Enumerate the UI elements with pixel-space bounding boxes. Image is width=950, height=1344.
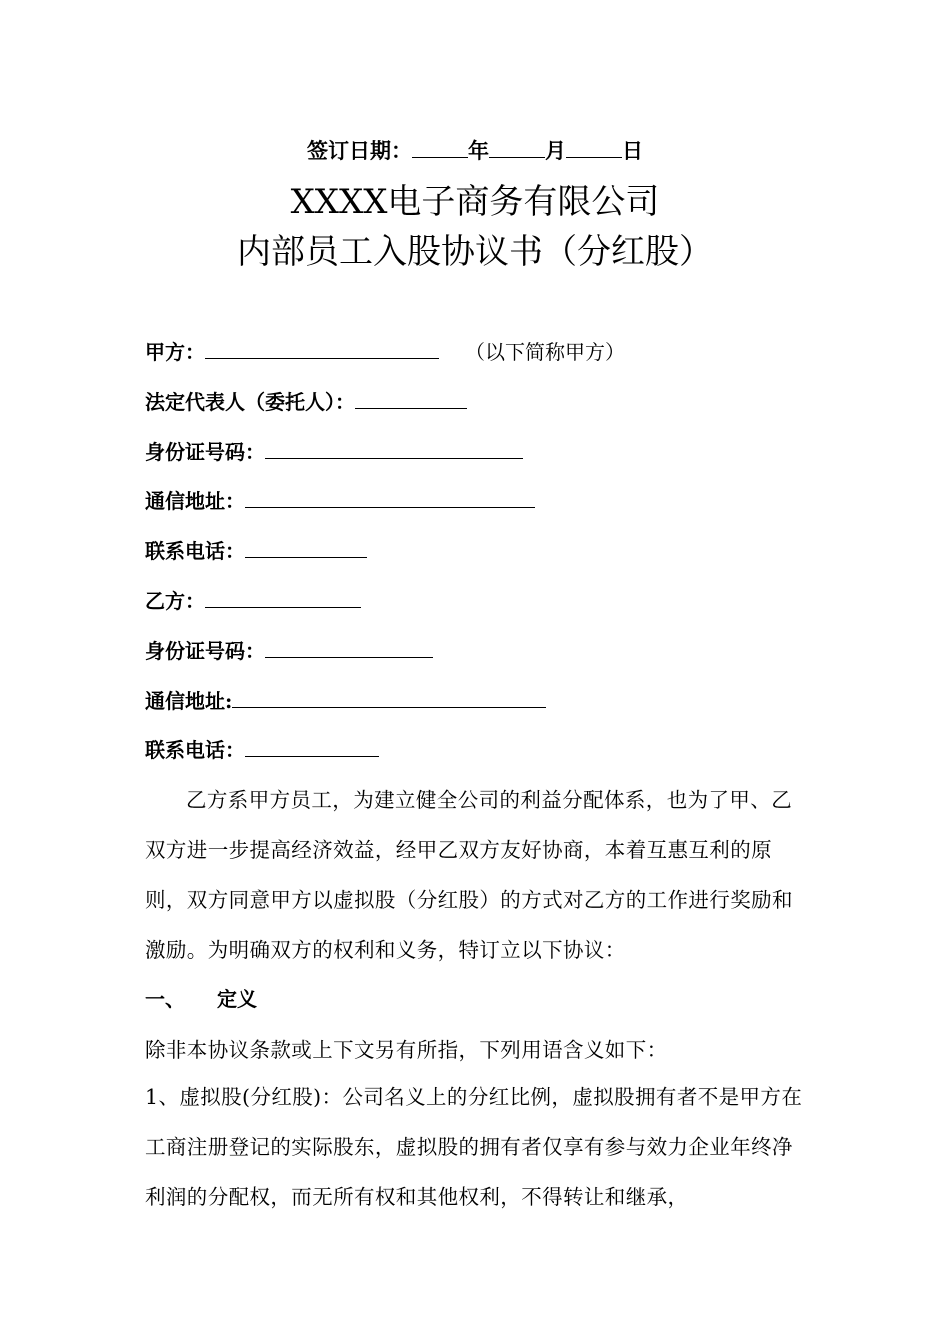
party-b-id-field — [145, 635, 433, 666]
intro-paragraph: 乙方系甲方员工，为建立健全公司的利益分配体系，也为了甲、乙双方进一步提高经济效益，经甲乙双方友好协商，本着互惠互利的原则，双方同意甲方以虚拟股（分红股）的方式对乙方的工作进行奖励和激励。为明确双方的权利和义务，特订立以下协议： — [145, 788, 793, 962]
section-title: 定义 — [217, 987, 257, 1011]
party-b-address-blank[interactable] — [232, 685, 546, 708]
party-a-id-blank[interactable] — [265, 436, 523, 459]
party-b-label: 乙方： — [145, 589, 205, 613]
party-a-rep-blank[interactable] — [355, 386, 467, 409]
party-b-blank[interactable] — [205, 585, 361, 608]
party-b-phone-blank[interactable] — [245, 734, 379, 757]
sign-date-line — [0, 136, 950, 166]
day-blank[interactable] — [566, 137, 622, 158]
year-blank[interactable] — [412, 137, 468, 158]
party-a-address-blank[interactable] — [245, 485, 535, 508]
sign-date-label: 签订日期： — [307, 138, 412, 163]
party-b-address-label: 通信地址: — [145, 689, 233, 713]
party-a-address-field — [145, 485, 535, 516]
definition-item: 1、虚拟股(分红股)：公司名义上的分红比例，虚拟股拥有者不是甲方在工商注册登记的实际股东，虚拟股的拥有者仅享有参与效力企业年终净利润的分配权，而无所有权和其他权利，不得转让和继承， — [145, 1085, 803, 1209]
party-b-phone-field — [145, 734, 379, 765]
party-a-phone-field — [145, 535, 367, 566]
party-a-blank[interactable] — [205, 336, 439, 359]
month-blank[interactable] — [489, 137, 545, 158]
year-label: 年 — [468, 138, 489, 163]
party-a-phone-blank[interactable] — [245, 535, 367, 558]
month-label: 月 — [545, 138, 566, 163]
section-number: 一、 — [145, 987, 185, 1011]
party-b-id-label: 身份证号码： — [145, 639, 265, 663]
party-a-note: （以下简称甲方） — [465, 340, 625, 364]
company-title: XXXX电子商务有限公司 — [290, 182, 660, 222]
party-a-rep-field — [145, 386, 467, 417]
party-a-id-field — [145, 436, 523, 467]
party-a-field — [145, 336, 625, 367]
party-b-phone-label: 联系电话： — [145, 738, 245, 762]
party-b-id-blank[interactable] — [265, 635, 433, 658]
party-a-address-label: 通信地址： — [145, 489, 245, 513]
section-heading — [145, 982, 257, 1016]
party-a-id-label: 身份证号码： — [145, 440, 265, 464]
party-a-rep-label: 法定代表人（委托人）： — [145, 390, 355, 414]
day-label: 日 — [622, 138, 643, 163]
party-a-phone-label: 联系电话： — [145, 539, 245, 563]
party-b-address-field — [145, 685, 546, 716]
document-title: 内部员工入股协议书（分红股） — [237, 232, 713, 272]
definition-intro: 除非本协议条款或上下文另有所指，下列用语含义如下： — [145, 1038, 668, 1062]
party-b-field — [145, 585, 361, 616]
party-a-label: 甲方： — [145, 340, 205, 364]
